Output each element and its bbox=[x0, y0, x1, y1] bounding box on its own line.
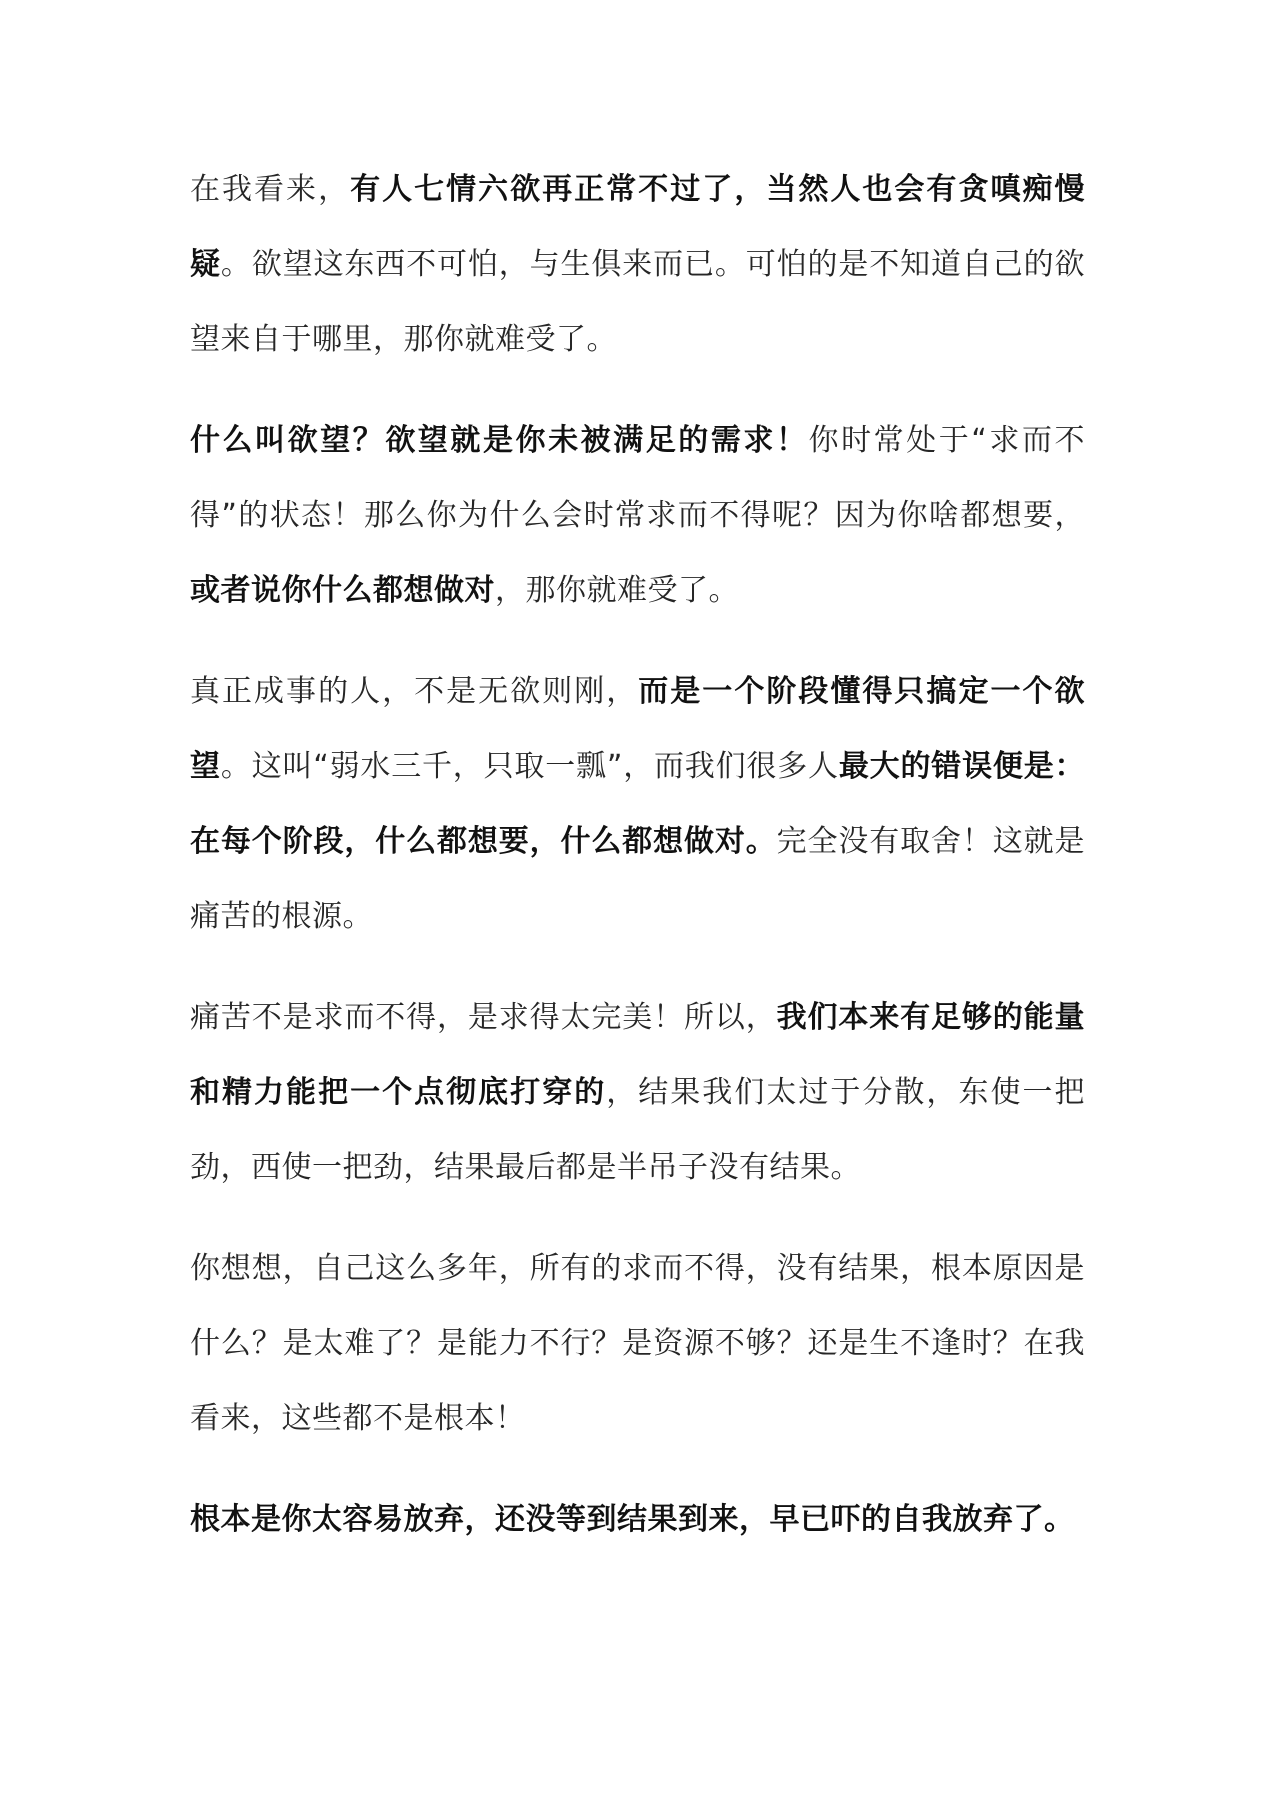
paragraph-text: 。欲望这东西不可怕，与生俱来而已。可怕的是不知道自己的欲望来自于哪里，那你就难受了。 bbox=[190, 247, 1085, 357]
paragraph-text: 完全没有取舍！这就是痛苦的根源。 bbox=[190, 824, 1085, 934]
paragraph-text: 。这叫“弱水三千，只取一瓢”，而我们很多人 bbox=[220, 749, 839, 784]
paragraph-2 bbox=[190, 403, 1085, 628]
paragraph-text: 你想想，自己这么多年，所有的求而不得，没有结果，根本原因是什么？是太难了？是能力不行？是资源不够？还是生不逢时？在我看来，这些都不是根本！ bbox=[190, 1251, 1085, 1436]
document-page bbox=[190, 152, 1085, 1583]
paragraph-5 bbox=[190, 1231, 1085, 1456]
paragraph-bold-text: 或者说你什么都想做对 bbox=[190, 573, 495, 608]
paragraph-bold-text: 有人七情六欲再正常不过了，当然人也会有贪嗔痴慢疑 bbox=[190, 172, 1086, 282]
paragraph-text: 真正成事的人，不是无欲则刚， bbox=[190, 674, 639, 709]
paragraph-text: 你时常处于“求而不得”的状态！那么你为什么会时常求而不得呢？因为你啥都想要， bbox=[190, 423, 1086, 533]
paragraph-3 bbox=[190, 654, 1085, 954]
paragraph-6 bbox=[190, 1482, 1085, 1557]
paragraph-bold-text: 什么叫欲望？欲望就是你未被满足的需求！ bbox=[190, 423, 809, 458]
paragraph-text: 在我看来， bbox=[190, 172, 351, 207]
paragraph-bold-text: 根本是你太容易放弃，还没等到结果到来，早已吓的自我放弃了。 bbox=[190, 1502, 1075, 1537]
paragraph-text: 痛苦不是求而不得，是求得太完美！所以， bbox=[190, 1000, 777, 1035]
paragraph-bold-text: 而是一个阶段懂得只搞定一个欲望 bbox=[190, 674, 1086, 784]
paragraph-text: ，结果我们太过于分散，东使一把劲，西使一把劲，结果最后都是半吊子没有结果。 bbox=[190, 1075, 1086, 1185]
paragraph-text: ，那你就难受了。 bbox=[495, 573, 739, 608]
paragraph-bold-text: 最大的错误便是：在每个阶段，什么都想要，什么都想做对。 bbox=[190, 749, 1086, 859]
paragraph-bold-text: 我们本来有足够的能量和精力能把一个点彻底打穿的 bbox=[190, 1000, 1085, 1110]
paragraph-1 bbox=[190, 152, 1085, 377]
paragraph-4 bbox=[190, 980, 1085, 1205]
